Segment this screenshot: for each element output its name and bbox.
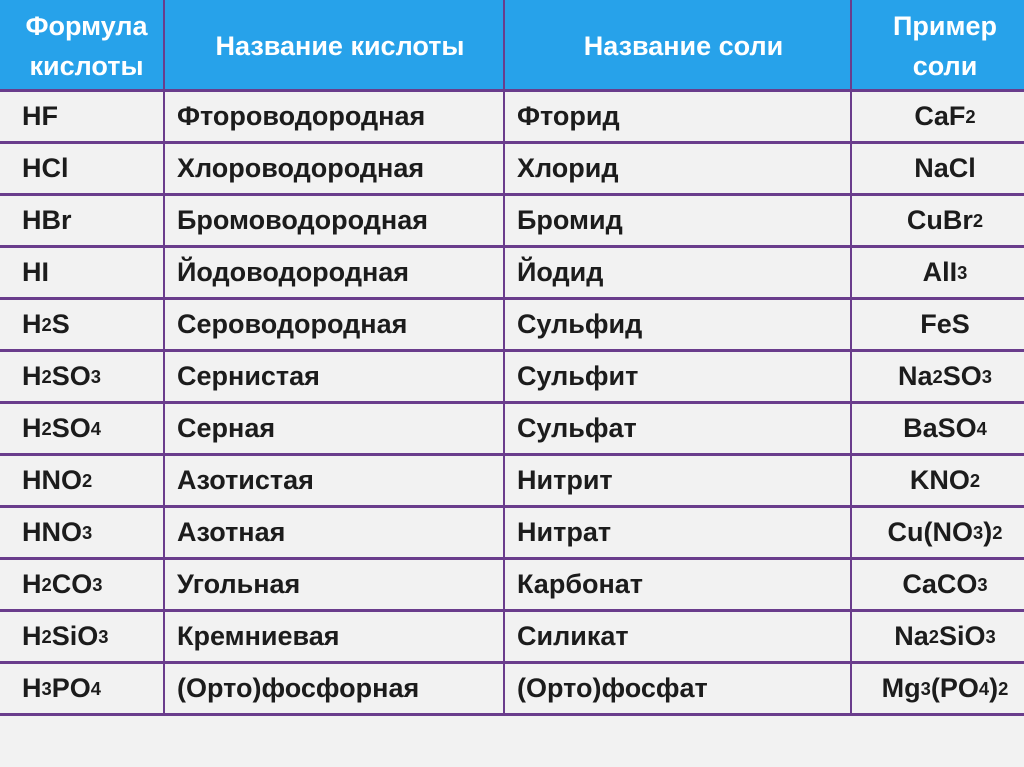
salt-name-cell: Сульфид: [505, 300, 852, 352]
acid-name-cell: Угольная: [165, 560, 505, 612]
header-acid-name: Название кислоты: [165, 0, 505, 92]
salt-example-cell: BaSO 4: [852, 404, 1024, 456]
acid-formula-cell: HF: [0, 92, 165, 144]
acid-formula-cell: H 2 SiO 3: [0, 612, 165, 664]
header-salt-name: Название соли: [505, 0, 852, 92]
bottom-margin: [0, 728, 1024, 767]
salt-name-cell: Бромид: [505, 196, 852, 248]
acid-name-cell: Кремниевая: [165, 612, 505, 664]
acid-name-cell: Азотистая: [165, 456, 505, 508]
acid-formula-cell: HNO 3: [0, 508, 165, 560]
acid-formula-cell: HNO 2: [0, 456, 165, 508]
salt-example-cell: Mg 3 (PO 4 ) 2: [852, 664, 1024, 716]
header-salt-example: Пример соли: [852, 0, 1024, 92]
salt-example-cell: KNO 2: [852, 456, 1024, 508]
acid-name-cell: Бромоводородная: [165, 196, 505, 248]
salt-name-cell: Сульфит: [505, 352, 852, 404]
salt-name-cell: Силикат: [505, 612, 852, 664]
salt-name-cell: Хлорид: [505, 144, 852, 196]
acid-name-cell: Хлороводородная: [165, 144, 505, 196]
header-acid-formula: Формула кислоты: [0, 0, 165, 92]
acid-name-cell: (Орто)фосфорная: [165, 664, 505, 716]
acid-name-cell: Йодоводородная: [165, 248, 505, 300]
salt-name-cell: Нитрит: [505, 456, 852, 508]
acid-formula-cell: HCl: [0, 144, 165, 196]
acid-name-cell: Сероводородная: [165, 300, 505, 352]
salt-example-cell: CuBr 2: [852, 196, 1024, 248]
salt-example-cell: Na 2 SO 3: [852, 352, 1024, 404]
salt-name-cell: Фторид: [505, 92, 852, 144]
salt-example-cell: AlI 3: [852, 248, 1024, 300]
salt-example-cell: NaCl: [852, 144, 1024, 196]
salt-name-cell: Карбонат: [505, 560, 852, 612]
salt-name-cell: Нитрат: [505, 508, 852, 560]
salt-name-cell: (Орто)фосфат: [505, 664, 852, 716]
acid-formula-cell: H 2 SO 4: [0, 404, 165, 456]
salt-example-cell: Na 2 SiO 3: [852, 612, 1024, 664]
acid-name-cell: Фтороводородная: [165, 92, 505, 144]
salt-example-cell: FeS: [852, 300, 1024, 352]
acid-name-cell: Серная: [165, 404, 505, 456]
acid-formula-cell: HBr: [0, 196, 165, 248]
salt-name-cell: Сульфат: [505, 404, 852, 456]
salt-example-cell: CaCO 3: [852, 560, 1024, 612]
acid-formula-cell: H 2 CO 3: [0, 560, 165, 612]
acid-name-cell: Азотная: [165, 508, 505, 560]
acid-name-cell: Сернистая: [165, 352, 505, 404]
acid-formula-cell: HI: [0, 248, 165, 300]
salt-name-cell: Йодид: [505, 248, 852, 300]
acid-formula-cell: H 3 PO 4: [0, 664, 165, 716]
acid-formula-cell: H 2 S: [0, 300, 165, 352]
acid-formula-cell: H 2 SO 3: [0, 352, 165, 404]
salt-example-cell: CaF 2: [852, 92, 1024, 144]
salt-example-cell: Cu(NO 3 ) 2: [852, 508, 1024, 560]
